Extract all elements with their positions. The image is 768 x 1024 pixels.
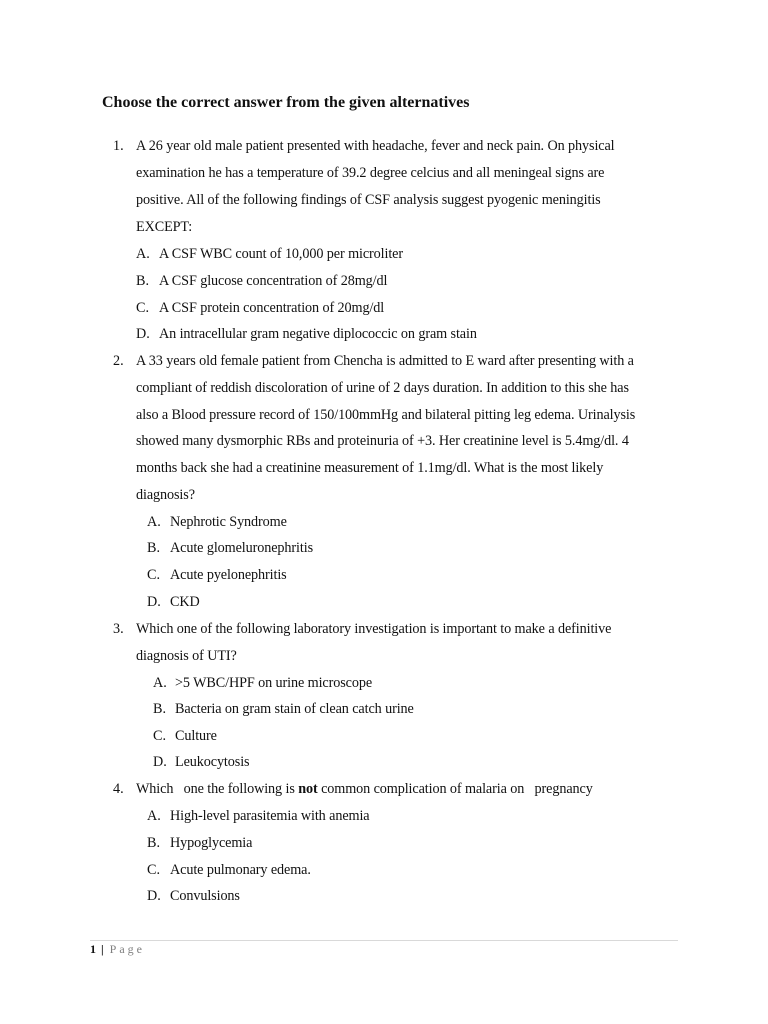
question-text-line: compliant of reddish discoloration of urine of 2 days duration. In addition to this she has bbox=[136, 380, 629, 396]
page-number: 1 bbox=[90, 942, 96, 956]
question-number: 1. bbox=[113, 138, 124, 154]
option-letter: C. bbox=[136, 300, 150, 316]
question-text-part: Which one the following is bbox=[136, 781, 299, 797]
question-number: 4. bbox=[113, 781, 124, 797]
option-letter: A. bbox=[147, 514, 161, 530]
question-text-line: examination he has a temperature of 39.2 degree celcius and all meningeal signs are bbox=[136, 165, 605, 181]
emphasis-text: not bbox=[298, 781, 318, 797]
page-title: Choose the correct answer from the given alternatives bbox=[102, 94, 470, 111]
option-text: A CSF glucose concentration of 28mg/dl bbox=[159, 273, 388, 289]
option-text: Hypoglycemia bbox=[170, 835, 253, 851]
question-text-line: positive. All of the following findings of CSF analysis suggest pyogenic meningitis bbox=[136, 192, 601, 208]
page-label: Page bbox=[109, 942, 145, 956]
option-letter: B. bbox=[147, 540, 161, 556]
question-text-line: showed many dysmorphic RBs and proteinuria of +3. Her creatinine level is 5.4mg/dl. 4 bbox=[136, 433, 629, 449]
option-text: Acute pulmonary edema. bbox=[170, 862, 311, 878]
option-text: Culture bbox=[175, 728, 217, 744]
question-number: 2. bbox=[113, 353, 124, 369]
option-text: An intracellular gram negative diplococcic on gram stain bbox=[159, 326, 477, 342]
option-letter: C. bbox=[147, 862, 161, 878]
question-number: 3. bbox=[113, 621, 124, 637]
option-letter: B. bbox=[153, 701, 167, 717]
option-letter: A. bbox=[136, 246, 150, 262]
footer-divider bbox=[90, 940, 678, 941]
option-text: A CSF protein concentration of 20mg/dl bbox=[159, 300, 385, 316]
question-text-line: A 26 year old male patient presented with headache, fever and neck pain. On physical bbox=[136, 138, 615, 154]
question-text-line: also a Blood pressure record of 150/100mmHg and bilateral pitting leg edema. Urinalysis bbox=[136, 407, 636, 423]
option-text: Leukocytosis bbox=[175, 754, 250, 770]
option-text: Convulsions bbox=[170, 888, 240, 904]
option-text: Acute glomeluronephritis bbox=[170, 540, 313, 556]
option-letter: C. bbox=[153, 728, 167, 744]
option-letter: D. bbox=[147, 594, 161, 610]
page-footer bbox=[90, 942, 145, 957]
question-text-line: diagnosis? bbox=[136, 487, 195, 503]
option-text: CKD bbox=[170, 594, 200, 610]
question-text-line: EXCEPT: bbox=[136, 219, 193, 235]
question-text-line: Which one of the following laboratory investigation is important to make a definitive bbox=[136, 621, 612, 637]
option-letter: D. bbox=[147, 888, 161, 904]
option-letter: D. bbox=[153, 754, 167, 770]
option-text: Nephrotic Syndrome bbox=[170, 514, 287, 530]
option-letter: C. bbox=[147, 567, 161, 583]
option-text: >5 WBC/HPF on urine microscope bbox=[175, 675, 373, 691]
question-text-line bbox=[136, 780, 593, 798]
option-letter: A. bbox=[153, 675, 167, 691]
option-text: High-level parasitemia with anemia bbox=[170, 808, 370, 824]
question-text-line: months back she had a creatinine measurement of 1.1mg/dl. What is the most likely bbox=[136, 460, 604, 476]
option-letter: B. bbox=[136, 273, 150, 289]
option-letter: B. bbox=[147, 835, 161, 851]
footer-separator: | bbox=[101, 942, 104, 956]
question-text-line: diagnosis of UTI? bbox=[136, 648, 237, 664]
option-text: Bacteria on gram stain of clean catch urine bbox=[175, 701, 414, 717]
option-letter: A. bbox=[147, 808, 161, 824]
option-text: A CSF WBC count of 10,000 per microliter bbox=[159, 246, 404, 262]
option-text: Acute pyelonephritis bbox=[170, 567, 287, 583]
option-letter: D. bbox=[136, 326, 150, 342]
question-text-line: A 33 years old female patient from Chencha is admitted to E ward after presenting with a bbox=[136, 353, 634, 369]
question-text-part: common complication of malaria on pregnancy bbox=[317, 781, 593, 797]
